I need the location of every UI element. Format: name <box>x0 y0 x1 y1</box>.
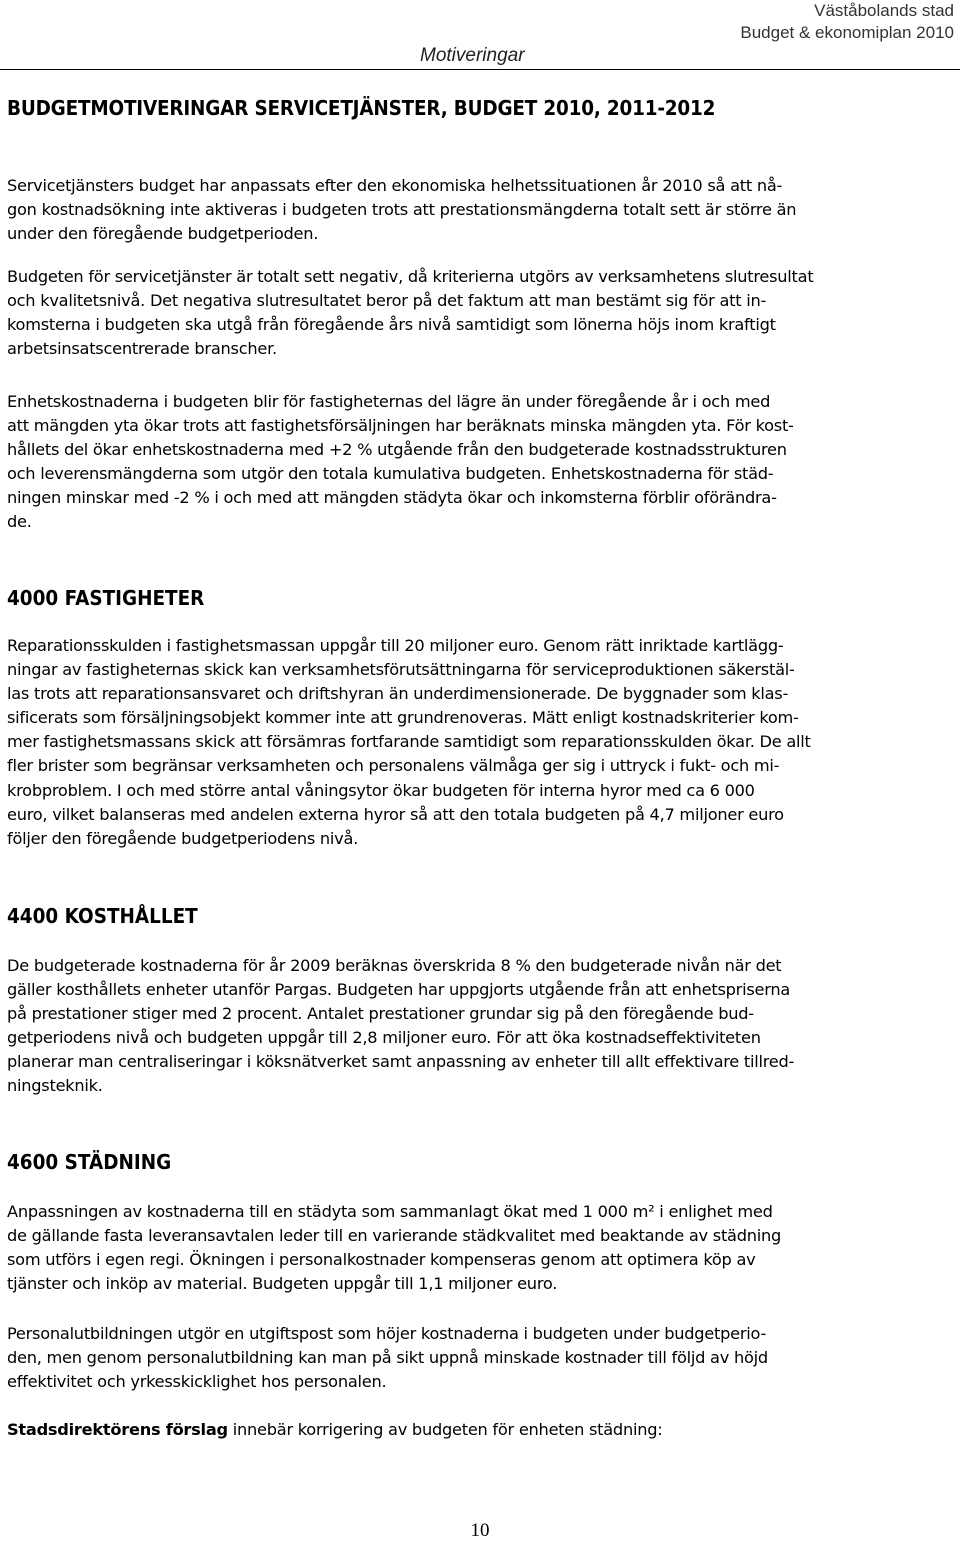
text-line: på prestationer stiger med 2 procent. Antalet prestationer grundar sig på den föregående bud- <box>7 1004 754 1024</box>
intro-paragraph-2 <box>7 265 953 361</box>
text-line: under den föregående budgetperioden. <box>7 224 319 244</box>
intro-paragraph-3 <box>7 390 953 535</box>
page-header-right <box>740 0 954 44</box>
text-line: De budgeterade kostnaderna för år 2009 beräknas överskrida 8 % den budgeterade nivån när det <box>7 956 782 975</box>
text-line: som utförs i egen regi. Ökningen i personalkostnader kompenseras genom att optimera köp av <box>7 1250 756 1270</box>
header-section-name: Motiveringar <box>420 45 525 66</box>
section-body-kosthallet <box>7 954 953 1099</box>
text-line: Personalutbildningen utgör en utgiftspost som höjer kostnaderna i budgeten under budgetperio- <box>7 1324 767 1343</box>
section-body-stadning-1 <box>7 1200 953 1296</box>
header-organization: Väståbolands stad <box>814 1 954 20</box>
text-line: och leverensmängderna som utgör den totala kumulativa budgeten. Enhetskostnaderna för städ- <box>7 464 774 484</box>
text-line: las trots att reparationsansvaret och driftshyran än underdimensionerade. De byggnader som klas- <box>7 684 789 704</box>
text-line: följer den föregående budgetperiodens nivå. <box>7 828 359 848</box>
text-line: den, men genom personalutbildning kan man på sikt uppnå minskade kostnader till följd av höjd <box>7 1348 768 1368</box>
section-heading-stadning: 4600 STÄDNING <box>7 1150 172 1174</box>
text-line: Anpassningen av kostnaderna till en städyta som sammanlagt ökat med 1 000 m² i enlighet med <box>7 1202 773 1221</box>
text-line: hållets del ökar enhetskostnaderna med +2 % utgående från den budgeterade kostnadsstrukturen <box>7 440 787 460</box>
proposal-paragraph <box>7 1418 953 1442</box>
text-line: Enhetskostnaderna i budgeten blir för fastigheternas del lägre än under föregående år i och med <box>7 392 771 411</box>
page-number: 10 <box>470 1520 490 1541</box>
header-divider <box>0 69 960 70</box>
text-line: gäller kosthållets enheter utanför Pargas. Budgeten har uppgjorts utgående från att enhetspriserna <box>7 980 791 1000</box>
text-line: de. <box>7 512 32 532</box>
text-line: euro, vilket balanseras med andelen externa hyror så att den totala budgeten på 4,7 miljoner euro <box>7 804 784 824</box>
text-line: ningsteknik. <box>7 1076 103 1096</box>
text-line <box>7 1418 953 1442</box>
text-line: krobproblem. I och med större antal våningsytor ökar budgeten för interna hyror med ca 6 000 <box>7 780 755 800</box>
section-heading-fastigheter: 4000 FASTIGHETER <box>7 586 205 610</box>
text-line: att mängden yta ökar trots att fastighetsförsäljningen har beräknats minska mängden yta. För kost- <box>7 416 794 436</box>
text-line: effektivitet och yrkesskicklighet hos personalen. <box>7 1372 387 1392</box>
section-heading-kosthallet: 4400 KOSTHÅLLET <box>7 904 198 928</box>
proposal-text: innebär korrigering av budgeten för enheten städning: <box>227 1420 663 1439</box>
text-line: de gällande fasta leveransavtalen leder till en varierande städkvalitet med beaktande av städning <box>7 1226 782 1246</box>
text-line: och kvalitetsnivå. Det negativa slutresultatet beror på det faktum att man bestämt sig för att in- <box>7 291 767 311</box>
section-body-fastigheter <box>7 634 953 851</box>
text-line: Reparationsskulden i fastighetsmassan uppgår till 20 miljoner euro. Genom rätt inriktade kartlägg- <box>7 636 784 655</box>
text-line: mer fastighetsmassans skick att försämras fortfarande samtidigt som reparationsskulden ökar. De allt <box>7 732 811 752</box>
text-line: sificerats som försäljningsobjekt kommer inte att grundrenoveras. Mätt enligt kostnadskriterier kom- <box>7 708 799 728</box>
text-line: ningar av fastigheternas skick kan verksamhetsförutsättningarna för serviceproduktionen säkerstäl- <box>7 660 795 680</box>
text-line: tjänster och inköp av material. Budgeten uppgår till 1,1 miljoner euro. <box>7 1274 558 1294</box>
section-body-stadning-2 <box>7 1322 953 1394</box>
proposal-label: Stadsdirektörens förslag <box>7 1420 228 1439</box>
header-publication: Budget & ekonomiplan 2010 <box>740 23 954 42</box>
text-line: getperiodens nivå och budgeten uppgår till 2,8 miljoner euro. För att öka kostnadseffektiviteten <box>7 1028 761 1048</box>
text-line: arbetsinsatscentrerade branscher. <box>7 339 277 359</box>
text-line: Servicetjänsters budget har anpassats efter den ekonomiska helhetssituationen år 2010 så att nå- <box>7 176 783 195</box>
document-title: BUDGETMOTIVERINGAR SERVICETJÄNSTER, BUDGET 2010, 2011-2012 <box>7 96 716 120</box>
text-line: ningen minskar med -2 % i och med att mängden städyta ökar och inkomsterna förblir oförändra- <box>7 488 777 508</box>
text-line: fler brister som begränsar verksamheten och personalens välmåga ger sig i uttryck i fukt- och mi- <box>7 756 780 776</box>
intro-paragraph-1 <box>7 174 953 246</box>
text-line: gon kostnadsökning inte aktiveras i budgeten trots att prestationsmängderna totalt sett är större än <box>7 200 797 220</box>
text-line: Budgeten för servicetjänster är totalt sett negativ, då kriterierna utgörs av verksamhetens slutresultat <box>7 267 814 286</box>
text-line: planerar man centraliseringar i köksnätverket samt anpassning av enheter till allt effektivare tillred- <box>7 1052 795 1072</box>
text-line: komsterna i budgeten ska utgå från föregående års nivå samtidigt som lönerna höjs inom kraftigt <box>7 315 776 335</box>
